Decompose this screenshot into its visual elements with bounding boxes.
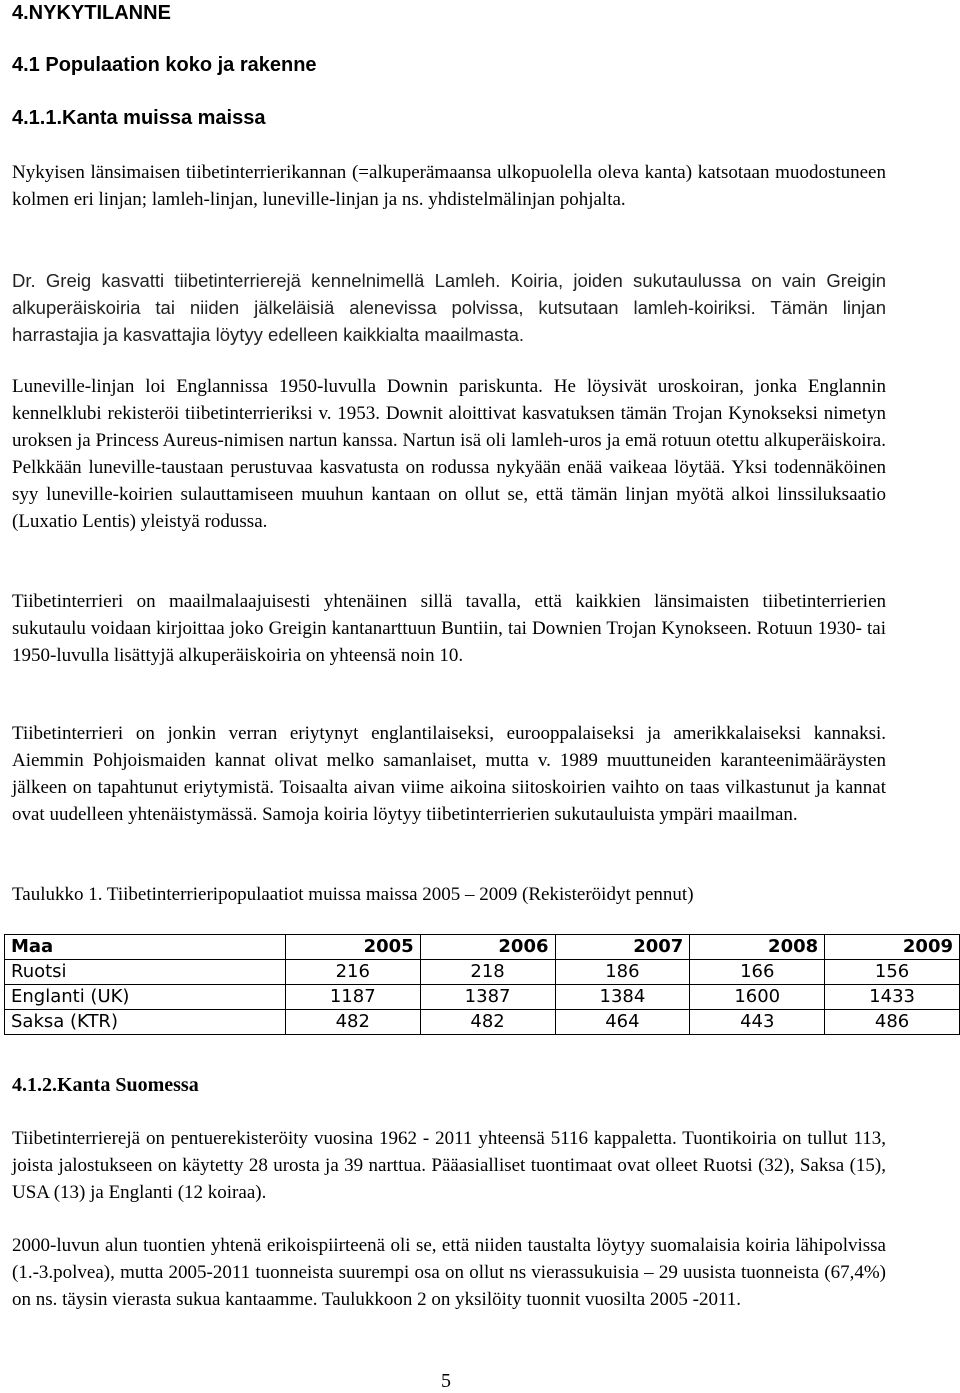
table-cell: 486 [825,1010,960,1035]
table-cell: 482 [285,1010,420,1035]
table-row [5,985,960,1010]
paragraph-intro: Nykyisen länsimaisen tiibetinterrierikannan (=alkuperämaansa ulkopuolella oleva kanta) katsotaan muodostuneen kolmen eri linjan; lamleh-linjan, luneville-linjan ja ns. yhdistelmälinjan pohjalta. [12,162,886,210]
paragraph-lamleh: Dr. Greig kasvatti tiibetinterrierejä kennelnimellä Lamleh. Koiria, joiden sukutaulussa on vain Greigin alkuperäiskoiria tai niiden jälkeläisiä alenevissa polvissa, kutsutaan lamleh-koiriksi. Tämän linjan harrastajia ja kasvattajia löytyy edelleen kaikkialta maailmasta. [12,270,886,345]
page-number: 5 [441,1370,451,1392]
subsection-heading: 4.1.1.Kanta muissa maissa [12,107,266,129]
header-cell: 2007 [555,935,690,960]
paragraph-registrations: Tiibetinterrierejä on pentuerekisteröity vuosina 1962 - 2011 yhteensä 5116 kappaletta. Tuontikoiria on tullut 113, joista jalostukseen on käytetty 28 urosta ja 39 narttua. Pääasialliset tuontimaat ovat olleet Ruotsi (32), Saksa (15), USA (13) ja Englanti (12 koiraa). [12,1128,886,1203]
table-cell: 443 [690,1010,825,1035]
paragraph-luneville: Luneville-linjan loi Englannissa 1950-luvulla Downin pariskunta. He löysivät uroskoiran, jonka Englannin kennelklubi rekisteröi tiibetinterrieriksi v. 1953. Downit aloittivat kasvatuksen tämän Trojan Kynokseksi nimetyn uroksen ja Princess Aureus-nimisen nartun kanssa. Nartun isä oli lamleh-uros ja emä rotuun otettu alkuperäiskoira. Pelkkään luneville-taustaan perustuvaa kasvatusta on rodussa nykyään enää vaikeaa löytää. Yksi todennäköinen syy luneville-koirien sulauttamiseen muuhun kantaan on ollut se, että tämän linjan myötä alkoi linssiluksaatio (Luxatio Lentis) yleistyä rodussa. [12,376,886,532]
table-cell: 156 [825,960,960,985]
population-table [4,934,960,1035]
paragraph-uniform: Tiibetinterrieri on maailmalaajuisesti yhtenäinen sillä tavalla, että kaikkien länsimaisten tiibetinterrierien sukutaulu voidaan kirjoittaa joko Greigin kantanarttuun Buntiin, tai Downien Trojan Kynokseen. Rotuun 1930- tai 1950-luvulla lisättyjä alkuperäiskoiria on yhteensä noin 10. [12,591,886,666]
table-cell: 1384 [555,985,690,1010]
table-cell: Englanti (UK) [5,985,286,1010]
paragraph-divergence: Tiibetinterrieri on jonkin verran eriytynyt englantilaiseksi, eurooppalaiseksi ja amerikkalaiseksi kannaksi. Aiemmin Pohjoismaiden kannat olivat melko samanlaiset, mutta v. 1989 muuttuneiden karanteenimääräysten jälkeen on tapahtunut eriytymistä. Toisaalta aivan viime aikoina siitoskoirien vaihto on taas vilkastunut ja kannat ovat uudelleen yhtenäistymässä. Samoja koiria löytyy tiibetinterrierien sukutauluista ympäri maailman. [12,723,886,825]
header-cell: 2008 [690,935,825,960]
header-cell: 2005 [285,935,420,960]
table-cell: 482 [420,1010,555,1035]
table-cell: 1433 [825,985,960,1010]
section-heading: 4.1 Populaation koko ja rakenne [12,54,317,76]
chapter-heading: 4.NYKYTILANNE [12,2,171,24]
table-cell: 464 [555,1010,690,1035]
header-cell: 2006 [420,935,555,960]
paragraph-imports: 2000-luvun alun tuontien yhtenä erikoispiirteenä oli se, että niiden taustalta löytyy suomalaisia koiria lähipolvissa (1.-3.polvea), mutta 2005-2011 tuonneista suurempi osa on ollut ns vierassukuisia – 29 uusista tuonneista (67,4%) on ns. täysin vierasta sukua kantaamme. Taulukkoon 2 on yksilöity tuonnit vuosilta 2005 -2011. [12,1235,886,1310]
table-cell: 166 [690,960,825,985]
table-cell: 1387 [420,985,555,1010]
table-cell: 218 [420,960,555,985]
table-caption: Taulukko 1. Tiibetinterrieripopulaatiot muissa maissa 2005 – 2009 (Rekisteröidyt pennut) [12,884,694,905]
table-cell: 186 [555,960,690,985]
subsection-heading-finland: 4.1.2.Kanta Suomessa [12,1074,199,1096]
header-cell: 2009 [825,935,960,960]
table-cell: 1187 [285,985,420,1010]
table-cell: Ruotsi [5,960,286,985]
table-cell: Saksa (KTR) [5,1010,286,1035]
table-row [5,960,960,985]
header-cell: Maa [5,935,286,960]
table-cell: 216 [285,960,420,985]
table-row [5,1010,960,1035]
table-header-row [5,935,960,960]
table-cell: 1600 [690,985,825,1010]
